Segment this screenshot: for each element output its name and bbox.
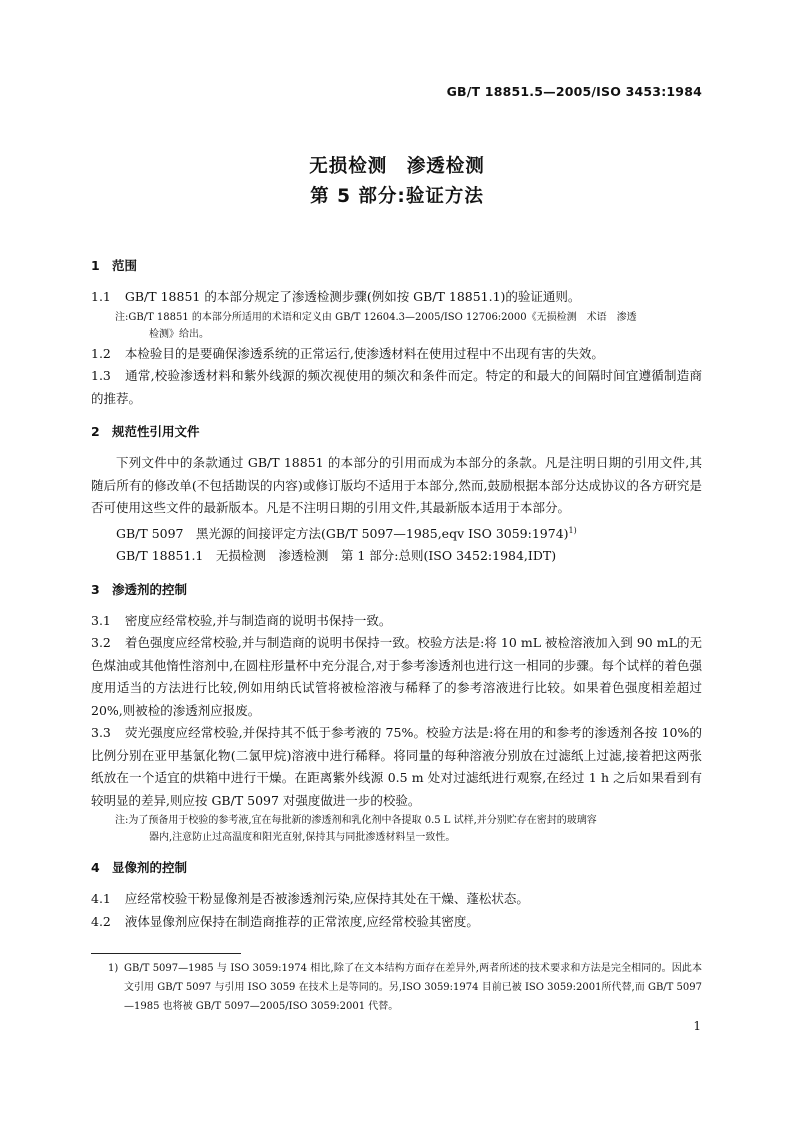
- standard-code: GB/T 18851.5—2005/ISO 3453:1984: [446, 84, 702, 99]
- footnote-divider: [91, 953, 241, 954]
- clause-1-2: 1.2 本检验目的是要确保渗透系统的正常运行,使渗透材料在使用过程中不出现有害的失效。: [91, 345, 604, 361]
- page-number: 1: [693, 1019, 701, 1033]
- clause-1-3: 1.3 通常,校验渗透材料和紫外线源的频次视使用的频次和条件而定。特定的和最大的间隔时间宜遵循制造商的推荐。: [91, 368, 702, 406]
- reference-gbt-5097: GB/T 5097 黑光源的间接评定方法(GB/T 5097—1985,eqv ISO 3059:1974)$^{1)}$: [116, 525, 577, 541]
- note-1: 注:GB/T 18851 的本部分所适用的术语和定义由 GB/T 12604.3—2005/ISO 12706:2000《无损检测 术语 渗透 检测》给出。: [115, 311, 637, 340]
- footnote-number: 1): [108, 963, 119, 974]
- footnote-1: [108, 959, 702, 1016]
- clause-3-1: 3.1 密度应经常校验,并与制造商的说明书保持一致。: [91, 612, 392, 628]
- clause-4-2: 4.2 液体显像剂应保持在制造商推荐的正常浓度,应经常校验其密度。: [91, 913, 479, 929]
- clause-3-2: 3.2 着色强度应经常校验,并与制造商的说明书保持一致。校验方法是:将 10 mL 被检溶液加入到 90 mL的无色煤油或其他惰性溶剂中,在圆柱形量杯中充分混合,对于参考渗透剂也进行这一相同的步骤。每个试样的着色强度用适当的方法进行比较,例如用纳氏试管将被检溶液与稀释了的参考溶液进行比较。如果着色强度相差超过 20%,则被检的渗透剂应报废。: [91, 635, 702, 718]
- section-heading-2: 2 规范性引用文件: [91, 424, 200, 439]
- footnote-marker: 1): [568, 525, 577, 535]
- section-heading-1: 1 范围: [91, 258, 138, 273]
- normative-intro: 下列文件中的条款通过 GB/T 18851 的本部分的引用而成为本部分的条款。凡是注明日期的引用文件,其随后所有的修改单(不包括勘误的内容)或修订版均不适用于本部分,然而,鼓励根据本部分达成协议的各方研究是否可使用这些文件的最新版本。凡是不注明日期的引用文件,其最新版本适用于本部分。: [91, 455, 702, 515]
- section-heading-4: 4 显像剂的控制: [91, 860, 188, 876]
- footnote-text: GB/T 5097—1985 与 ISO 3059:1974 相比,除了在文本结构方面存在差异外,两者所述的技术要求和方法是完全相同的。因此本文引用 GB/T 5097 与引用 ISO 3059 在技术上是等同的。另,ISO 3059:1974 目前已被 ISO 3059:2001所代替,而 GB/T 5097—1985 也将被 GB/T 5097—2005/ISO 3059:2001 代替。: [124, 963, 702, 1012]
- document-body: [91, 256, 702, 933]
- clause-1-1: 1.1 GB/T 18851 的本部分规定了渗透检测步骤(例如按 GB/T 18851.1)的验证通则。: [91, 289, 581, 304]
- note-2: 注:为了预备用于校验的参考液,宜在每批新的渗透剂和乳化剂中各提取 0.5 L 试样,并分别贮存在密封的玻璃容 器内,注意防止过高温度和阳光直射,保持其与同批渗透材料呈一致性。: [115, 815, 597, 844]
- clause-3-3: 3.3 荧光强度应经常校验,并保持其不低于参考液的 75%。校验方法是:将在用的和参考的渗透剂各按 10%的比例分别在亚甲基氯化物(二氯甲烷)溶液中进行稀释。将同量的每种溶液分别放在过滤纸上过滤,接着把这两张纸放在一个适宜的烘箱中进行干燥。在距离紫外线源 0.5 m 处对过滤纸进行观察,在经过 1 h 之后如果看到有较明显的差异,则应按 GB/T 5097 对强度做进一步的校验。: [91, 725, 702, 808]
- title-line-1: 无损检测 渗透检测: [309, 156, 485, 177]
- document-title: [0, 152, 794, 212]
- clause-4-1: 4.1 应经常校验干粉显像剂是否被渗透剂污染,应保持其处在干燥、蓬松状态。: [91, 891, 529, 907]
- reference-gbt-18851-1: GB/T 18851.1 无损检测 渗透检测 第 1 部分:总则(ISO 3452:1984,IDT): [116, 548, 557, 564]
- title-line-2: 第 5 部分:验证方法: [310, 186, 484, 207]
- section-heading-3: 3 渗透剂的控制: [91, 581, 188, 597]
